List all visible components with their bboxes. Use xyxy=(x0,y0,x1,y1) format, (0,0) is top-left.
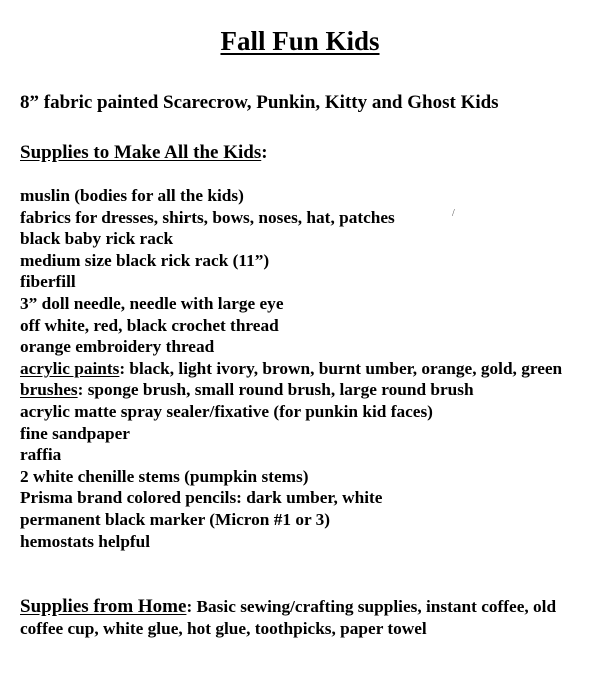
list-item: raffia xyxy=(20,445,62,465)
list-item: medium size black rick rack (11”) xyxy=(20,250,270,270)
list-item: off white, red, black crochet thread xyxy=(20,315,279,335)
home-heading: Supplies from Home xyxy=(20,596,187,617)
brushes-label: brushes xyxy=(20,380,78,400)
home-text: : Basic sewing/crafting supplies, instant coffee, old coffee cup, white glue, hot glue, toothpicks, paper towel xyxy=(20,597,557,638)
supply-list xyxy=(20,185,580,552)
list-item-acrylic-paints xyxy=(20,358,580,380)
scan-speck: / xyxy=(452,208,455,219)
subtitle: 8” fabric painted Scarecrow, Punkin, Kitty and Ghost Kids xyxy=(20,92,499,113)
brushes-text: : sponge brush, small round brush, large round brush xyxy=(77,380,474,400)
list-item: 3” doll needle, needle with large eye xyxy=(20,293,284,313)
list-item: 2 white chenille stems (pumpkin stems) xyxy=(20,466,309,486)
page-title: Fall Fun Kids xyxy=(220,26,380,56)
supplies-heading xyxy=(20,142,268,164)
list-item: fiberfill xyxy=(20,272,76,292)
list-item: permanent black marker (Micron #1 or 3) xyxy=(20,509,331,529)
supplies-heading-colon: : xyxy=(261,142,268,163)
supplies-heading-text: Supplies to Make All the Kids xyxy=(20,142,262,163)
list-item: black baby rick rack xyxy=(20,229,174,249)
list-item: fabrics for dresses, shirts, bows, noses, hat, patches xyxy=(20,207,395,227)
acrylic-paints-label: acrylic paints xyxy=(20,358,120,378)
supplies-from-home xyxy=(20,596,585,640)
list-item: acrylic matte spray sealer/fixative (for punkin kid faces) xyxy=(20,401,433,421)
list-item: muslin (bodies for all the kids) xyxy=(20,186,244,205)
list-item-brushes xyxy=(20,379,580,401)
list-item: Prisma brand colored pencils: dark umber, white xyxy=(20,488,383,508)
list-item: hemostats helpful xyxy=(20,531,151,551)
acrylic-paints-text: : black, light ivory, brown, burnt umber, orange, gold, green xyxy=(119,358,563,378)
list-item: fine sandpaper xyxy=(20,423,130,443)
list-item: orange embroidery thread xyxy=(20,337,215,357)
